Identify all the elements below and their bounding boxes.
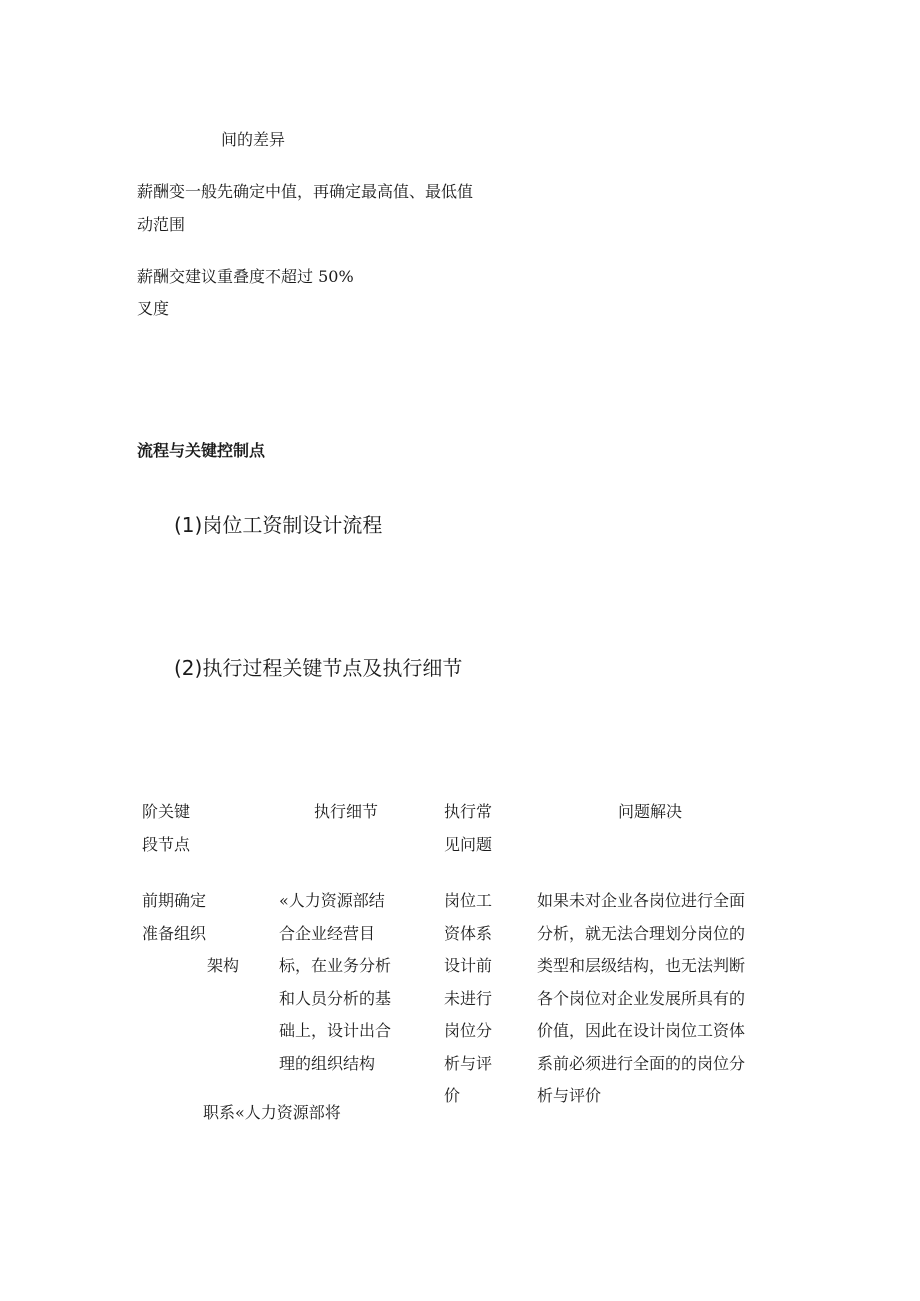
row1-solution-line: 类型和层级结构，也无法判断 xyxy=(537,956,746,975)
fragment-line-5: 叉度 xyxy=(137,299,170,318)
row1-solution-line: 析与评价 xyxy=(537,1086,602,1105)
row1-stage-line: 前期确定 xyxy=(142,891,207,910)
row1-detail-line: 础上，设计出合 xyxy=(279,1021,392,1040)
row1-problem-line: 未进行 xyxy=(444,988,493,1008)
fragment-line-4: 薪酬交建议重叠度不超过 50% xyxy=(137,267,354,286)
row1-detail-line: 和人员分析的基 xyxy=(279,988,392,1008)
subheading-1: (1)岗位工资制设计流程 xyxy=(174,513,383,537)
header-stage-node xyxy=(142,796,190,861)
header-solution xyxy=(618,796,682,829)
row1-solution-line: 分析，就无法合理划分岗位的 xyxy=(537,923,746,943)
row1-detail-line: 标，在业务分析 xyxy=(279,956,392,975)
row1-stage-line: 架构 xyxy=(207,956,240,975)
row1-detail-line: 合企业经营目 xyxy=(279,923,376,943)
fragment-line-1: 间的差异 xyxy=(221,130,286,149)
header-solution-text: 问题解决 xyxy=(618,802,683,821)
row1-problem-line: 析与评 xyxy=(444,1053,493,1073)
row1-problem xyxy=(444,885,492,1113)
row1-detail xyxy=(279,885,391,1080)
header-stage-node-line: 段节点 xyxy=(142,834,191,854)
header-problem-line: 执行常 xyxy=(444,802,493,821)
header-problem-line: 见问题 xyxy=(444,834,493,854)
row1-problem-line: 岗位工 xyxy=(444,891,493,910)
row1-stage xyxy=(142,885,239,983)
row1-stage-line: 准备组织 xyxy=(142,923,207,943)
row1-solution xyxy=(537,885,745,1113)
fragment-line-3: 动范围 xyxy=(137,215,186,234)
fragment-line-2: 薪酬变一般先确定中值，再确定最高值、最低值 xyxy=(137,182,474,201)
row1-solution-line: 各个岗位对企业发展所具有的 xyxy=(537,988,746,1008)
row1-solution-line: 系前必须进行全面的的岗位分 xyxy=(537,1053,746,1073)
row2-partial: 职系«人力资源部将 xyxy=(203,1103,341,1122)
header-problem xyxy=(444,796,492,861)
row1-problem-line: 岗位分 xyxy=(444,1021,493,1040)
section-heading: 流程与关键控制点 xyxy=(137,441,266,460)
row1-detail-line: «人力资源部结 xyxy=(279,891,385,910)
row1-solution-line: 如果未对企业各岗位进行全面 xyxy=(537,891,746,910)
header-stage-node-line: 阶关键 xyxy=(142,802,191,821)
header-detail xyxy=(314,796,378,829)
row1-problem-line: 价 xyxy=(444,1086,461,1105)
row1-problem-line: 设计前 xyxy=(444,956,493,975)
row1-solution-line: 价值，因此在设计岗位工资体 xyxy=(537,1021,746,1040)
header-detail-text: 执行细节 xyxy=(314,802,379,821)
subheading-2: (2)执行过程关键节点及执行细节 xyxy=(174,656,463,680)
row1-detail-line: 理的组织结构 xyxy=(279,1053,376,1073)
row1-problem-line: 资体系 xyxy=(444,923,493,943)
